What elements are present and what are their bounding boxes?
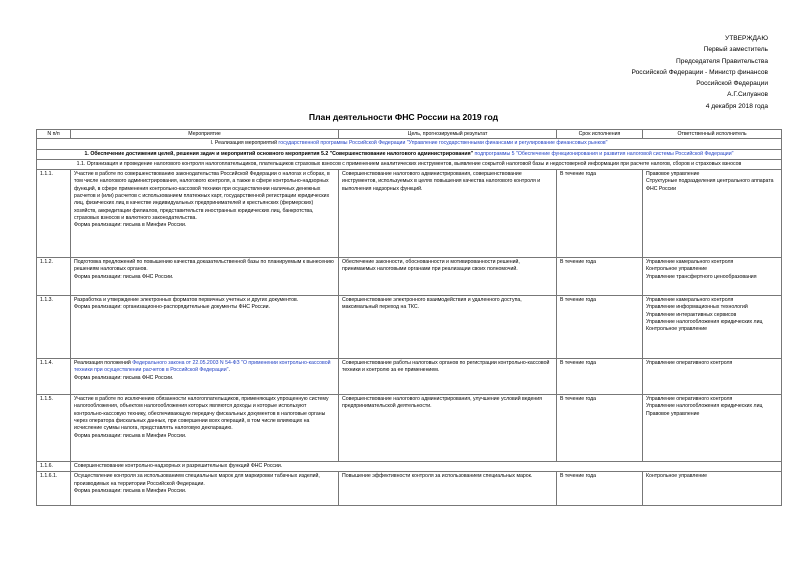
responsible-item: Управление трансфертного ценообразования	[646, 273, 757, 280]
event-form: Форма реализации: письма ФНС России.	[74, 374, 174, 381]
approval-line: А.Г.Силуанов	[727, 91, 768, 99]
event-text: Участие в работе по исключению обязанности налогоплательщиков, применяющих упрощенную систему налогообложения, объектом налогообложения которых являются доходы и которые используют контрольно-кассовую технику, обеспечивающую передачу фискальных документов в налоговые органы через оператора фискальных данных, при совершении всех операций, в том числе влияющих на исчисление суммы налога, представлять налоговую декларацию.	[74, 396, 329, 432]
event-text: Разработка и утверждение электронных форматов первичных учетных и других документов.	[74, 297, 299, 304]
responsible-item: Управление налогообложения юридических лиц	[646, 403, 763, 410]
event-cell	[71, 258, 339, 296]
event-form: Форма реализации: письма в Минфин России.	[74, 222, 187, 229]
responsible-item: Контрольное управление	[646, 266, 707, 273]
table-row	[37, 296, 782, 359]
header-goal: Цель, прогнозируемый результат	[339, 130, 557, 139]
goal-cell: Совершенствование налогового администрирования, совершенствование инструментов, используемых в целях повышения качества налогового контроля и выполнения надзорных функций.	[339, 170, 557, 258]
approval-line: Первый заместитель	[703, 46, 768, 54]
responsible-item: Правовое управление	[646, 410, 700, 417]
approval-line: Российской Федерации	[696, 80, 768, 88]
responsible-cell	[643, 258, 782, 296]
responsible-item: Управление оперативного контроля	[646, 396, 733, 403]
responsible-item: Управление интерактивных сервисов	[646, 311, 737, 318]
responsible-item: Управление оперативного контроля	[646, 360, 733, 367]
row-number: 1.1.6.	[37, 462, 71, 472]
event-form: Форма реализации: письма в Минфин России.	[74, 432, 187, 439]
responsible-cell	[643, 359, 782, 395]
row-number: 1.1.1.	[37, 170, 71, 258]
subsection-title: Совершенствование контрольно-надзорных и разрешительных функций ФНС России.	[71, 462, 782, 472]
header-row	[37, 130, 782, 139]
federal-law-link[interactable]: Федерального закона от 22.05.2003 N 54-ФЗ "О применении контрольно-кассовой техники при осуществлении расчетов в Российской Федерации"	[74, 360, 331, 374]
responsible-item: Управление налогообложения юридических лиц	[646, 319, 763, 326]
responsible-item: Управление информационных технологий	[646, 304, 748, 311]
term-cell: В течение года	[557, 296, 643, 359]
event-suffix: .	[228, 367, 230, 374]
goal-cell: Обеспечение законности, обоснованности и мотивированности решений, принимаемых налоговыми органами при реализации своих полномочий.	[339, 258, 557, 296]
section-1-cell	[37, 139, 782, 149]
event-text: Участие в работе по совершенствованию законодательства Российской Федерации о налогах и сборах, в том числе налогового администрирования, налогового контроля, а также в сфере контрольно-надзорных функций, в сфере применения контрольно-кассовой техники при осуществлении наличных денежных расчетов и (или) расчетов с использованием платежных карт, государственной регистрации юридических лиц, физических лиц в качестве индивидуальных предпринимателей и крестьянских (фермерских) хозяйств, аккредитации филиалов, представительств иностранных юридических лиц, банкротства, страховых взносов и валютного законодательства.	[74, 171, 330, 221]
row-number: 1.1.2.	[37, 258, 71, 296]
responsible-item: Правовое управление	[646, 171, 700, 178]
row-number: 1.1.4.	[37, 359, 71, 395]
table-row	[37, 170, 782, 258]
event-cell	[71, 170, 339, 258]
section-2-cell	[37, 149, 782, 159]
table-row	[37, 472, 782, 506]
approval-line: Председателя Правительства	[676, 57, 768, 65]
event-cell	[71, 395, 339, 462]
event-cell	[71, 296, 339, 359]
responsible-item: Контрольное управление	[646, 473, 707, 480]
responsible-cell	[643, 170, 782, 258]
document-title: План деятельности ФНС России на 2019 год	[308, 112, 499, 122]
responsible-item: Управление камерального контроля	[646, 297, 734, 304]
header-event: Мероприятие	[71, 130, 339, 139]
event-form: Форма реализации: письма ФНС России.	[74, 273, 174, 280]
responsible-cell	[643, 296, 782, 359]
event-form: Форма реализации: письма в Минфин России.	[74, 488, 187, 495]
term-cell: В течение года	[557, 170, 643, 258]
section-row	[37, 159, 782, 169]
row-number: 1.1.5.	[37, 395, 71, 462]
row-number: 1.1.6.1.	[37, 472, 71, 506]
responsible-cell	[643, 472, 782, 506]
term-cell: В течение года	[557, 359, 643, 395]
table-row	[37, 395, 782, 462]
goal-cell: Повышение эффективности контроля за использованием специальных марок.	[339, 472, 557, 506]
section-2-prefix: 1. Обеспечение достижения целей, решения задач и мероприятий основного мероприятия 5.2 "Совершенствование налогового администрирования"	[84, 150, 475, 157]
term-cell: В течение года	[557, 258, 643, 296]
section-row	[37, 139, 782, 149]
term-cell: В течение года	[557, 395, 643, 462]
section-row	[37, 149, 782, 159]
event-text	[74, 360, 335, 375]
event-form: Форма реализации: организационно-распорядительные документы ФНС России.	[74, 304, 271, 311]
event-cell	[71, 359, 339, 395]
row-number: 1.1.3.	[37, 296, 71, 359]
goal-cell: Совершенствование налогового администрирования, улучшение условий ведения предпринимательской деятельности.	[339, 395, 557, 462]
section-3-cell: 1.1. Организация и проведение налогового контроля налогоплательщиков, плательщиков страховых взносов с применением аналитических инструментов, выявление сокрытой налоговой базы и недостоверной информации при расчете налогов, сборов и страховых взносов	[37, 159, 782, 169]
section-2-link[interactable]: подпрограммы 5 "Обеспечение функционирования и развития налоговой системы Российской Федерации"	[474, 150, 734, 157]
approval-block	[560, 33, 768, 112]
responsible-item: Структурные подразделения центрального аппарата ФНС России	[646, 178, 774, 192]
header-term: Срок исполнения	[557, 130, 643, 139]
approval-line: УТВЕРЖДАЮ	[725, 35, 768, 42]
event-text: Подготовка предложений по повышению качества доказательственной базы по планируемым к вынесению решениям налоговых органов.	[74, 259, 334, 273]
header-num: N п/п	[37, 130, 71, 139]
event-text: Осуществление контроля за использованием специальных марок для маркировки табачных изделий, производимых на территории Российской Федерации.	[74, 473, 320, 487]
responsible-item: Контрольное управление	[646, 326, 707, 333]
plan-table	[36, 129, 782, 506]
event-prefix: Реализация положений	[74, 360, 133, 367]
header-responsible: Ответственный исполнитель	[643, 130, 782, 139]
term-cell: В течение года	[557, 472, 643, 506]
section-1-link[interactable]: государственной программы Российской Федерации "Управление государственными финансами и регулирование финансовых рынков"	[278, 140, 608, 147]
approval-line: Российской Федерации - Министр финансов	[631, 68, 768, 76]
responsible-item: Управление камерального контроля	[646, 259, 734, 266]
goal-cell: Совершенствование работы налоговых органов по регистрации контрольно-кассовой техники и контролю за ее применением.	[339, 359, 557, 395]
goal-cell: Совершенствование электронного взаимодействия и удаленного доступа, максимальный переход на ТКС.	[339, 296, 557, 359]
table-row	[37, 359, 782, 395]
subsection-row	[37, 462, 782, 472]
responsible-cell	[643, 395, 782, 462]
section-1-prefix: I. Реализация мероприятий	[210, 140, 279, 147]
approval-date: 4 декабря 2018 года	[705, 102, 768, 110]
table-row	[37, 258, 782, 296]
event-cell	[71, 472, 339, 506]
